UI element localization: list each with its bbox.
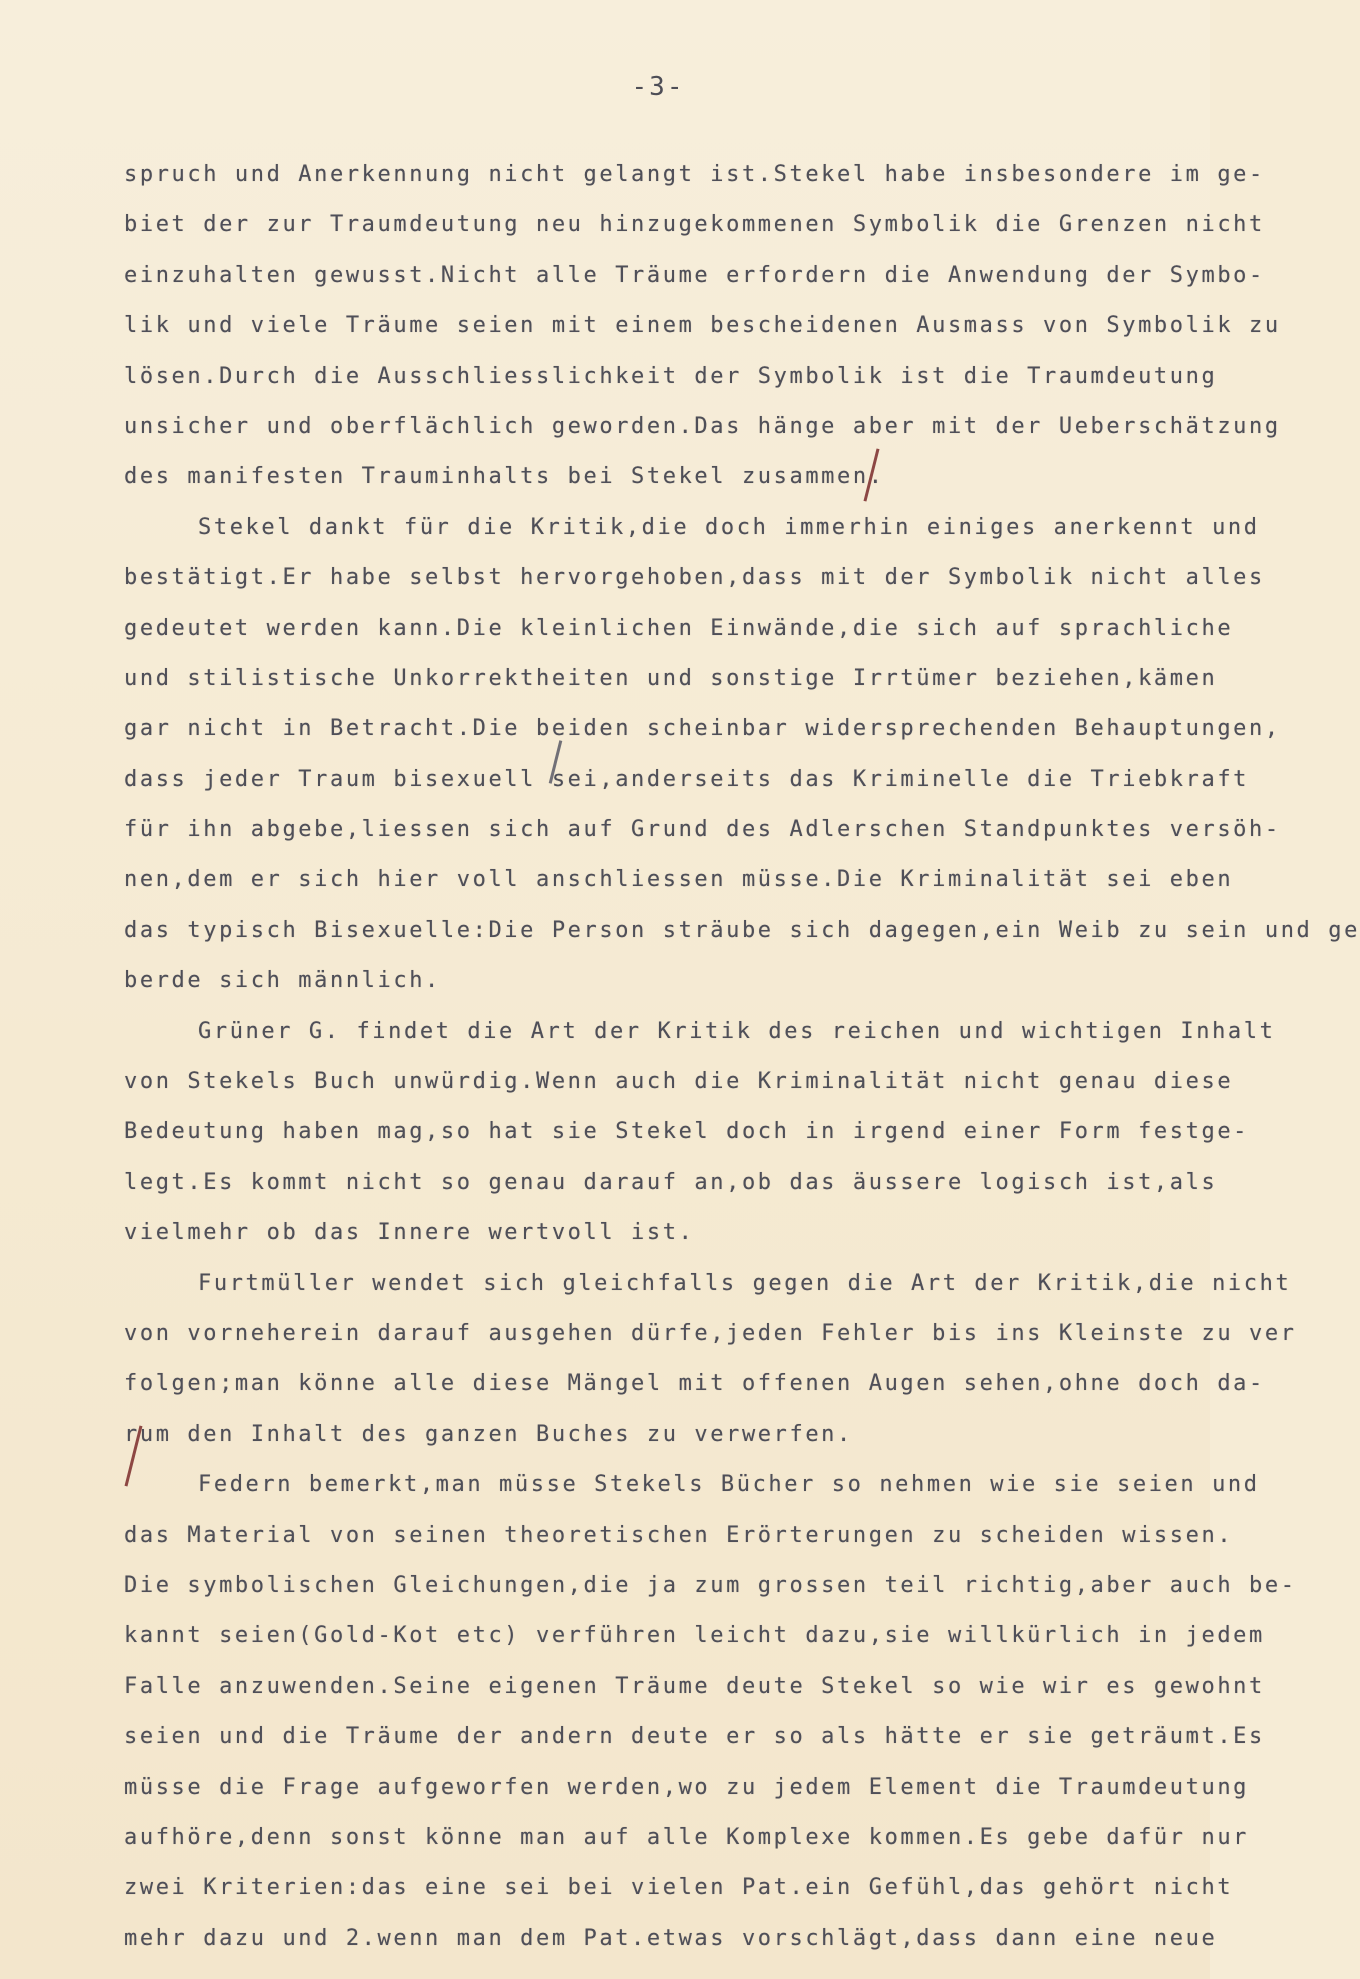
text-line: das Material von seinen theoretischen Erörterungen zu scheiden wissen. [124,1522,1234,1548]
text-line: mehr dazu und 2.wenn man dem Pat.etwas vorschlägt,dass dann eine neue [124,1925,1218,1951]
page-number: -3- [631,72,685,102]
paragraph-start-furtmueller: Furtmüller wendet sich gleichfalls gegen die Art der Kritik,die nicht [198,1270,1292,1296]
text-line: für ihn abgebe,liessen sich auf Grund des Adlerschen Standpunktes versöh- [124,817,1281,843]
text-line: vielmehr ob das Innere wertvoll ist. [124,1220,695,1246]
text-line: von vorneherein darauf ausgehen dürfe,jeden Fehler bis ins Kleinste zu ver [124,1320,1297,1346]
paragraph-start-gruener: Grüner G. findet die Art der Kritik des reichen und wichtigen Inhalt [198,1018,1276,1044]
text-line: nen,dem er sich hier voll anschliessen müsse.Die Kriminalität sei eben [124,867,1234,893]
text-line: Die symbolischen Gleichungen,die ja zum grossen teil richtig,aber auch be- [124,1572,1297,1598]
text-line: spruch und Anerkennung nicht gelangt ist.Stekel habe insbesondere im ge- [124,162,1265,187]
text-line: lösen.Durch die Ausschliesslichkeit der Symbolik ist die Traumdeutung [124,363,1218,389]
text-line: gar nicht in Betracht.Die beiden scheinbar widersprechenden Behauptungen, [124,716,1281,742]
text-line: lik und viele Träume seien mit einem bescheidenen Ausmass von Symbolik zu [124,313,1281,339]
text-line: aufhöre,denn sonst könne man auf alle Komplexe kommen.Es gebe dafür nur [124,1824,1250,1850]
text-line: folgen;man könne alle diese Mängel mit offenen Augen sehen,ohne doch da- [124,1371,1265,1397]
text-line: rum den Inhalt des ganzen Buches zu verwerfen. [124,1421,853,1447]
text-line: seien und die Träume der andern deute er so als hätte er sie geträumt.Es [124,1724,1265,1750]
text-line: kannt seien(Gold-Kot etc) verführen leicht dazu,sie willkürlich in jedem [124,1623,1265,1649]
text-line: Bedeutung haben mag,so hat sie Stekel doch in irgend einer Form festge- [124,1119,1250,1145]
text-line: des manifesten Trauminhalts bei Stekel zusammen. [124,464,885,490]
text-line: müsse die Frage aufgeworfen werden,wo zu jedem Element die Traumdeutung [124,1774,1250,1800]
text-line: und stilistische Unkorrektheiten und sonstige Irrtümer beziehen,kämen [124,665,1218,691]
paragraph-start-federn: Federn bemerkt,man müsse Stekels Bücher so nehmen wie sie seien und [198,1472,1260,1498]
text-line: biet der zur Traumdeutung neu hinzugekommenen Symbolik die Grenzen nicht [124,212,1265,238]
text-line: einzuhalten gewusst.Nicht alle Träume erfordern die Anwendung der Symbo- [124,262,1265,288]
text-line: zwei Kriterien:das eine sei bei vielen Pat.ein Gefühl,das gehört nicht [124,1875,1234,1901]
text-line: Falle anzuwenden.Seine eigenen Träume deute Stekel so wie wir es gewohnt [124,1673,1265,1699]
text-line: unsicher und oberflächlich geworden.Das hänge aber mit der Ueberschätzung [124,413,1281,439]
paragraph-start-stekel: Stekel dankt für die Kritik,die doch immerhin einiges anerkennt und [198,514,1260,540]
text-line: das typisch Bisexuelle:Die Person sträube sich dagegen,ein Weib zu sein und ge [124,917,1360,943]
text-line: dass jeder Traum bisexuell sei,anderseits das Kriminelle die Triebkraft [124,766,1250,792]
text-line: bestätigt.Er habe selbst hervorgehoben,dass mit der Symbolik nicht alles [124,565,1265,591]
text-line: legt.Es kommt nicht so genau darauf an,ob das äussere logisch ist,als [124,1169,1218,1195]
text-line: von Stekels Buch unwürdig.Wenn auch die Kriminalität nicht genau diese [124,1069,1234,1095]
text-line: berde sich männlich. [124,968,441,994]
text-line: gedeutet werden kann.Die kleinlichen Einwände,die sich auf sprachliche [124,615,1234,641]
typed-text-body [124,150,1360,1964]
